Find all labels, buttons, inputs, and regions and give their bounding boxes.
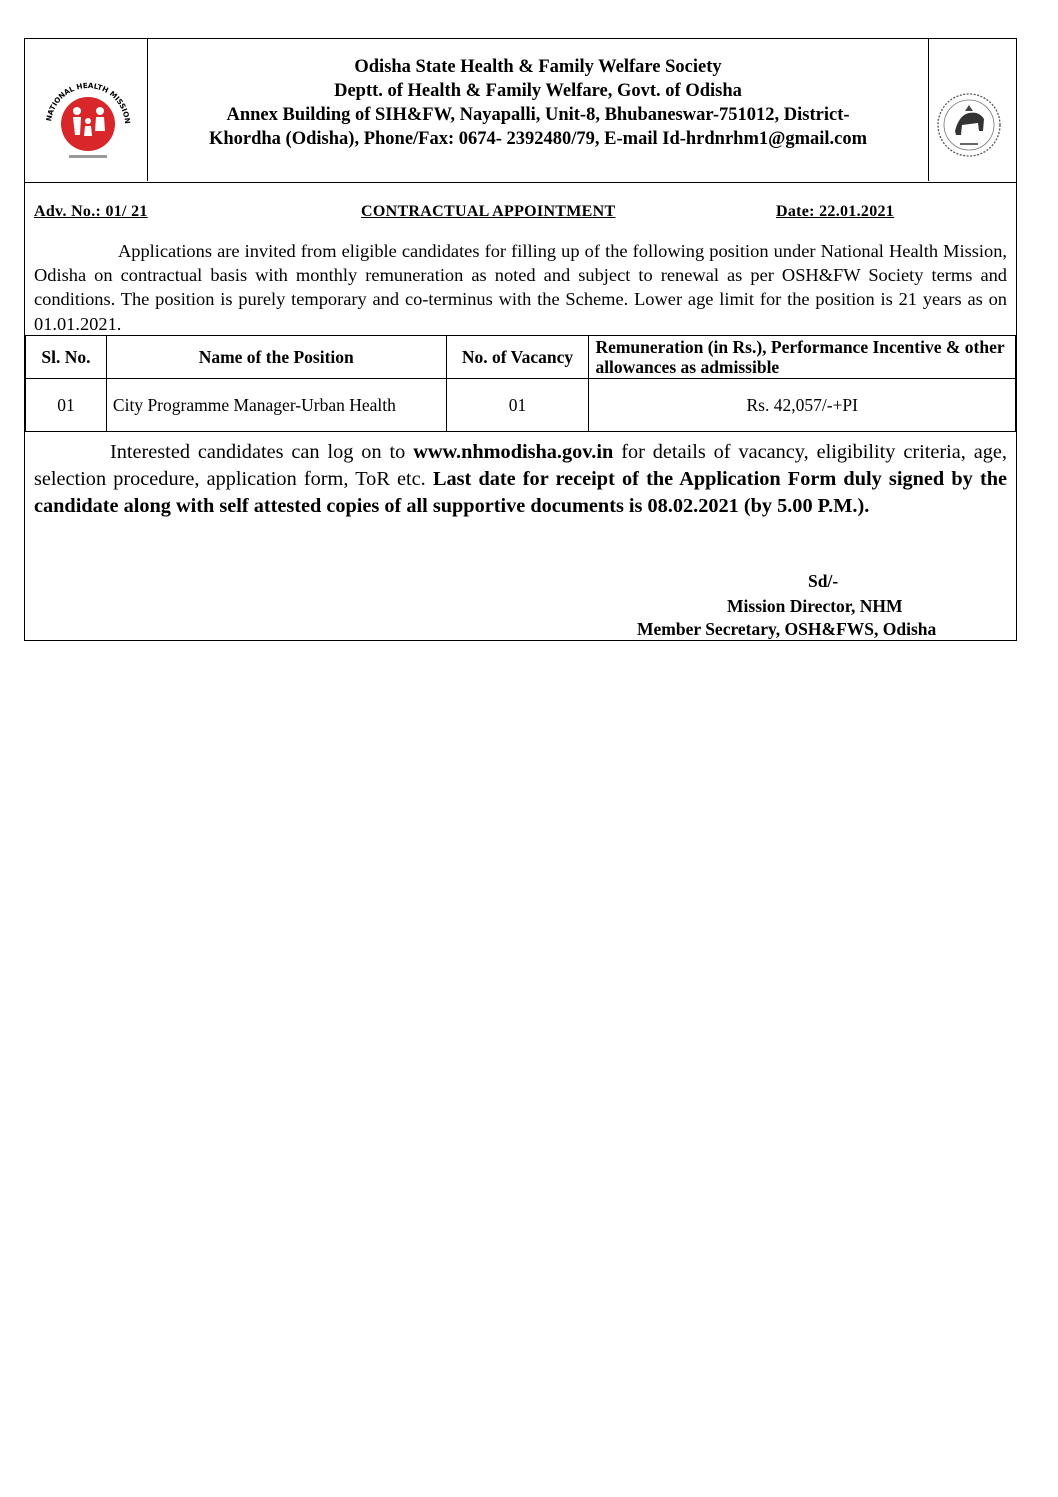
table-row	[26, 379, 1016, 432]
intro-paragraph	[34, 239, 1007, 336]
signature-title-1: Mission Director, NHM	[727, 596, 903, 616]
cell-remuneration: Rs. 42,057/-+PI	[589, 379, 1016, 432]
logo-cell	[25, 39, 148, 181]
signature-title-2: Member Secretary, OSH&FWS, Odisha	[637, 619, 937, 639]
header-sl-no: Sl. No.	[26, 336, 107, 379]
website-link[interactable]: www.nhmodisha.gov.in	[413, 441, 614, 463]
odisha-emblem-icon	[929, 39, 1015, 181]
details-lead: Interested candidates can log on to	[110, 441, 414, 463]
address-line-1: Annex Building of SIH&FW, Nayapalli, Unit-8, Bhubaneswar-751012, District-	[226, 105, 850, 125]
cell-sl-no: 01	[26, 379, 107, 432]
emblem-cell	[928, 39, 1016, 181]
org-name: Odisha State Health & Family Welfare Society	[354, 57, 722, 77]
deadline-text: Last date for receipt of the Application Form duly signed by the candidate along with self attested copies of all supportive documents is 08.02.2021 (by 5.00 P.M.).	[34, 468, 1007, 517]
adv-number: Adv. No.: 01/ 21	[34, 203, 148, 220]
cell-vacancy: 01	[446, 379, 589, 432]
nhm-logo-icon	[25, 39, 148, 181]
intro-text: Applications are invited from eligible candidates for filling up of the following position under National Health Mission, Odisha on contractual basis with monthly remuneration as noted and subject to renewal as per OSH&FW Society terms and conditions. The position is purely temporary and co-terminus with the Scheme. Lower age limit for the position is 21 years as on 01.01.2021.	[34, 241, 1007, 334]
positions-table	[25, 335, 1016, 432]
header-position: Name of the Position	[106, 336, 446, 379]
letterhead-text	[148, 55, 928, 151]
details-paragraph	[34, 439, 1007, 520]
details-mid: for details of vacancy, eligibility criteria, age, selection procedure, application form, ToR etc.	[34, 441, 1007, 490]
logo-arc-text: NATIONAL HEALTH MISSION	[44, 80, 133, 125]
adv-title: CONTRACTUAL APPOINTMENT	[361, 203, 616, 220]
cell-position: City Programme Manager-Urban Health	[106, 379, 446, 432]
adv-date: Date: 22.01.2021	[776, 203, 895, 220]
signature-sd: Sd/-	[808, 571, 839, 591]
header-vacancy: No. of Vacancy	[446, 336, 589, 379]
advertisement-meta-row	[34, 203, 1007, 225]
address-line-2: Khordha (Odisha), Phone/Fax: 0674- 2392480/79, E-mail Id-hrdnrhm1@gmail.com	[208, 129, 868, 149]
advertisement-frame	[24, 38, 1017, 641]
header-remuneration: Remuneration (in Rs.), Performance Incentive & other allowances as admissible	[589, 336, 1016, 379]
dept-name: Deptt. of Health & Family Welfare, Govt. of Odisha	[334, 81, 742, 101]
table-header-row	[26, 336, 1016, 379]
letterhead	[25, 39, 1016, 183]
